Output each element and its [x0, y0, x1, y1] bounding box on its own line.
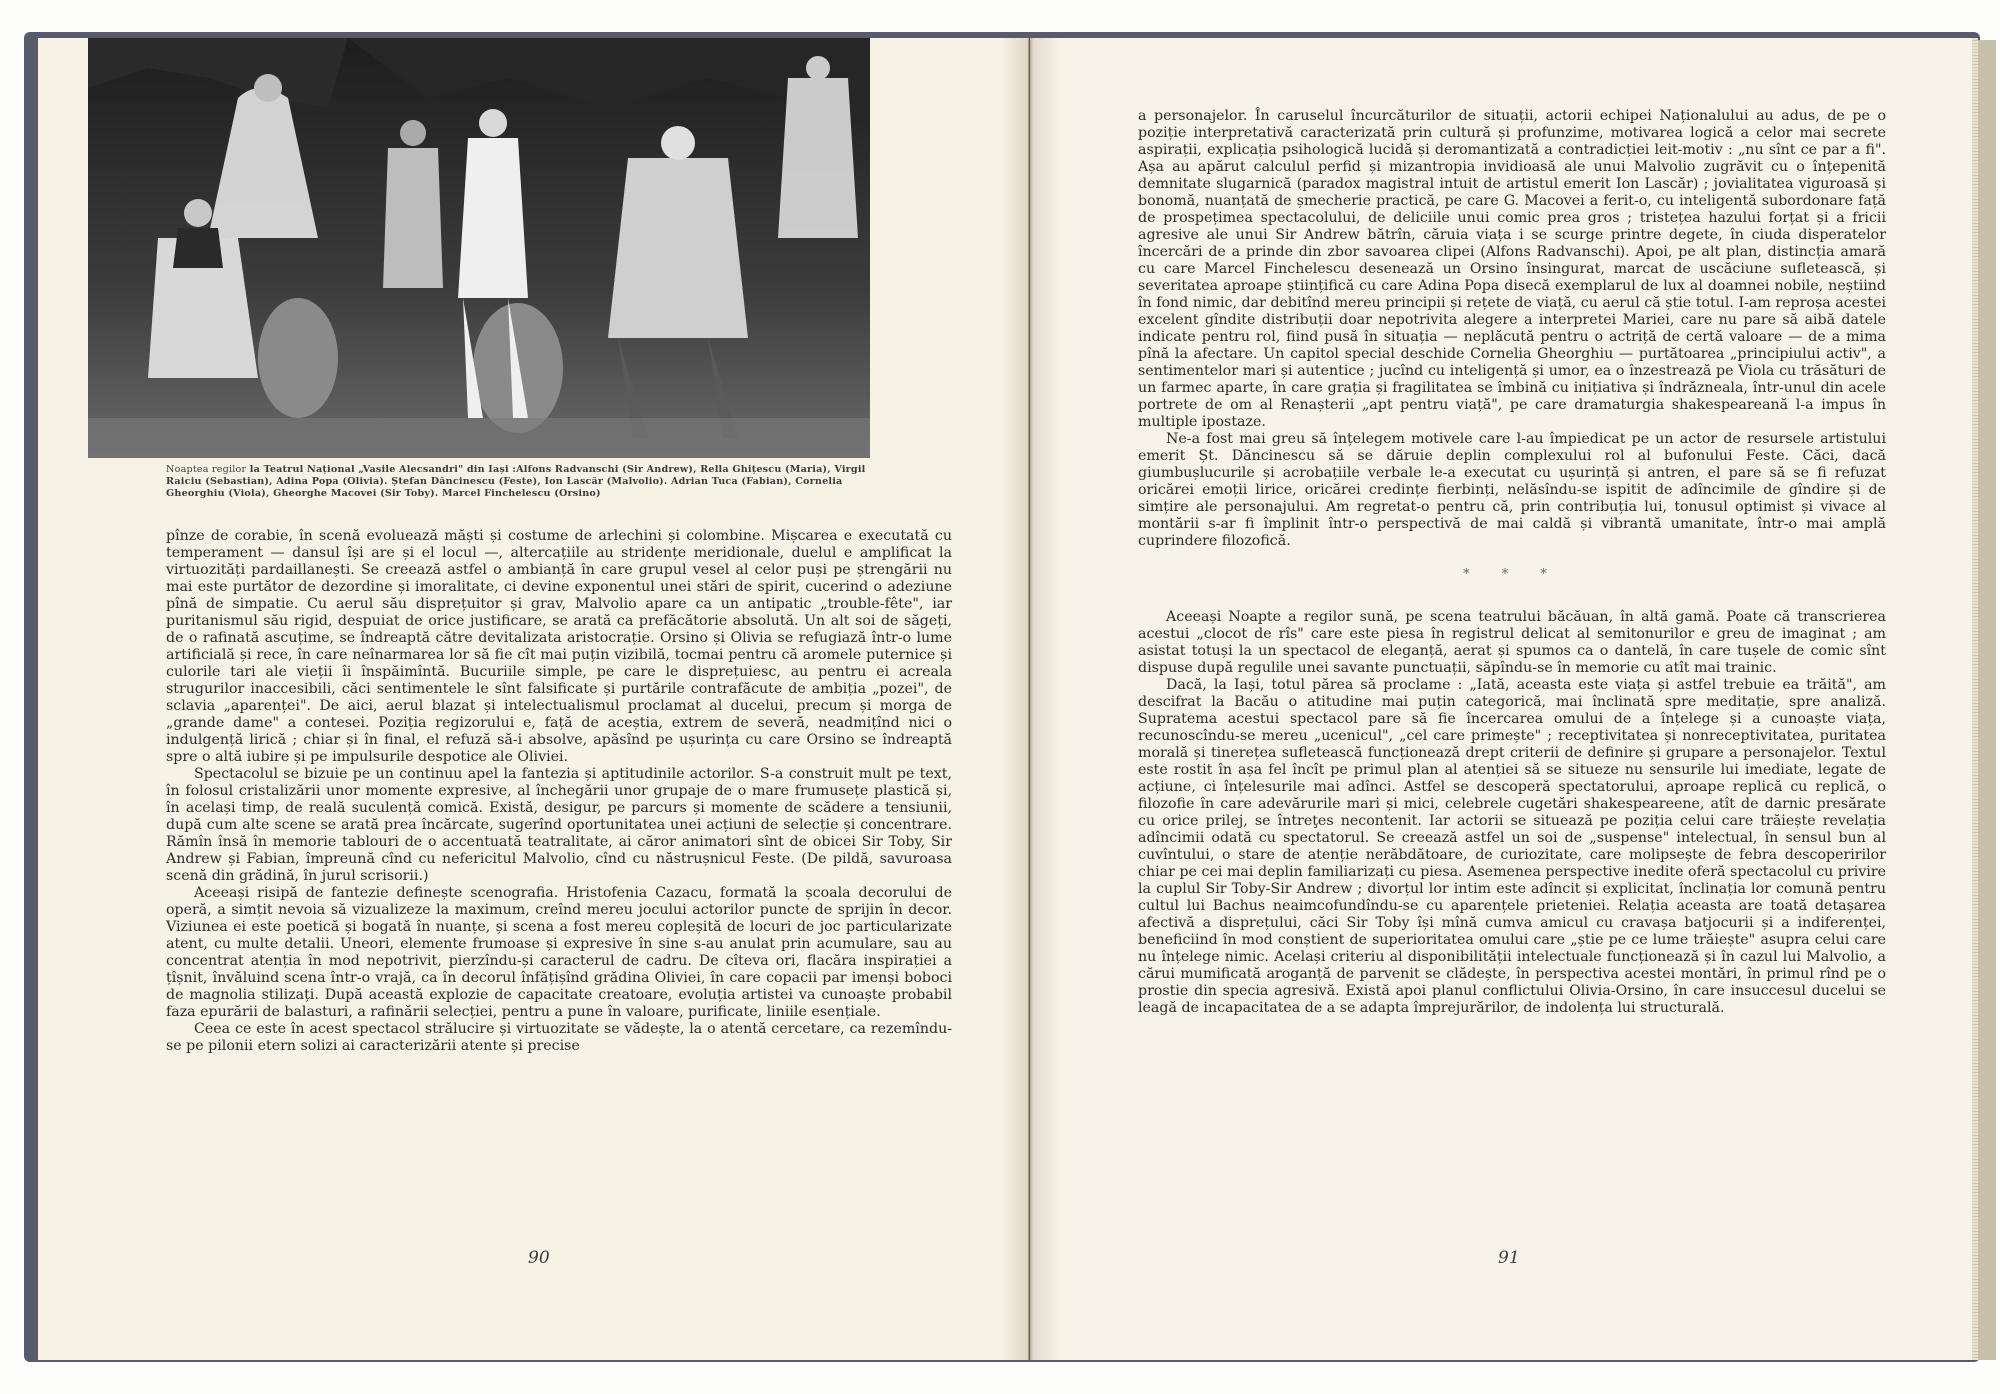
paragraph: Dacă, la Iași, totul părea să proclame : „Iată, aceasta este viața și astfel trebuie ea trăită", am descifrat la Bacău o atitudine mai puțin categorică, mai înclinată spre meditație, spre analiză. Supratema acestui spectacol pare să fie încercarea omului de a înțelege și a cunoaște viața, recunoscîndu-se mereu „ucenicul", „cel care primește" ; receptivitatea și nonreceptivitatea, puritatea morală și tinerețea sufletească funcționează drept criterii de definire și grupare a personajelor. Textul este rostit în așa fel încît pe primul plan al atenției să se situeze nu sensurile lui imediate, legate de acțiune, ci înțelesurile mai adînci. Astfel se descoperă spectatorului, aproape replică cu replică, o filozofie în care adevărurile mari și mici, celebrele cugetări shakespeareene, atît de darnic presărate cu orice prilej, se întreţes necontenit. Iar actorii se situează pe poziția celui care trăiește revelația adîncimii odată cu spectatorul. Se creează astfel un soi de „suspense" intelectual, în sensul bun al cuvîntului, o stare de atenție nerăbdătoare, de curiozitate, care molipsește de febra descoperirilor chiar pe cei mai deplin familiarizați cu piesa. Asemenea perspective inedite oferă spectacolul cu privire la cuplul Sir Toby-Sir Andrew ; divorțul lor intim este adîncit și explicitat, înclinația lor comună pentru cultul lui Bachus neaimcofundîndu-se cu aparențele prieteniei. Relația aceasta are toată detașarea afectivă a disprețului, căci Sir Toby își mînă cumva amicul cu cravașa batjocurii și a indiferenței, beneficiind în mod conștient de superioritatea omului care „știe pe ce lume trăiește" asupra celui care nu înțelege nimic. Același criteriu al disponibilității intelectuale funcționează și în cazul lui Malvolio, a cărui mumificată aroganță de parvenit se clădește, în perspectiva acestei montări, în primul rînd pe o prostie din specia agresivă. Există apoi planul conflictului Olivia-Orsino, în care insuccesul ducelui se leagă de incapacitatea de a se adapta împrejurărilor, de indolența lui structurală.	[1138, 677, 1886, 1016]
right-page	[1030, 38, 1978, 1360]
stage-photograph	[88, 38, 870, 458]
stage-scene-illustration	[88, 38, 870, 458]
paragraph: Ceea ce este în acest spectacol strălucire și virtuozitate se vădește, la o atentă cercetare, ca rezemîndu-se pe pilonii etern solizi ai caracterizării atente și precise	[166, 1021, 952, 1054]
caption-text: la Teatrul Național „Vasile Alecsandri" din Iași :Alfons Radvanschi (Sir Andrew), Rella Ghițescu (Maria), Virgil Raiciu (Sebastian), Adina Popa (Olivia). Ștefan Dăncinescu (Feste), Ion Lascăr (Malvolio). Adrian Tuca (Fabian), Cornelia Gheorghiu (Viola), Gheorghe Macovei (Sir Toby). Marcel Finchelescu (Orsino)	[166, 464, 866, 499]
right-body-text	[1138, 108, 1886, 1017]
paragraph: Ne-a fost mai greu să înțelegem motivele care l-au împiedicat pe un actor de resursele artistului emerit Șt. Dăncinescu să se dăruie deplin complexului rol al bufonului Feste. Căci, dacă giumbușlucurile și acrobațiile verbale le-a executat cu ușurință și antren, el pare să se fi refuzat oricărei emoții lirice, oricărei credințe fierbinți, nelăsîndu-se ispitit de adîncimile de gîndire și de simțire ale personajului. Am regretat-o pentru că, prin contribuția lui, tonusul optimist și vivace al montării s-ar fi împlinit într-o perspectivă de mai caldă și vibrantă umanitate, într-o mai amplă cuprindere filozofică.	[1138, 431, 1886, 549]
photo-caption	[166, 464, 866, 500]
paragraph: Aceeași risipă de fantezie definește scenografia. Hristofenia Cazacu, formată la școala decorului de operă, a simțit nevoia să vizualizeze la maximum, creînd mereu jocului actorilor puncte de sprijin în decor. Viziunea ei este poetică și bogată în nuanțe, și scena a fost mereu copleșită de locuri de joc particularizate atent, cu multe detalii. Uneori, elemente frumoase și expresive în sine s-au anulat prin acumulare, sau au concentrat atenția în mod nepotrivit, pierzîndu-și caracterul de cadru. De cîteva ori, flacăra inspirației a țîșnit, învăluind scena într-o vrajă, ca în decorul înfățișînd grădina Oliviei, în care copacii par imenși boboci de magnolia stilizați. După această explozie de capacitate creatoare, evoluția artistei va cunoaște probabil faza epurării de balasturi, a rafinării selecției, pentru a pune în valoare, purificate, liniile esențiale.	[166, 885, 952, 1020]
page-stack-edge	[1972, 38, 1978, 1360]
page-number-right: 91	[1498, 1248, 1520, 1268]
paragraph: pînze de corabie, în scenă evoluează măști și costume de arlechini și colombine. Mișcarea e executată cu temperament — dansul își are și el locul —, altercațiile au stridențe meridionale, duelul e amplificat la virtuozități pardaillanești. Se creează astfel o ambianță în care grupul vesel al celor puși pe ștrengării nu mai este purtător de dezordine și imoralitate, ci devine exponentul unei stări de spirit, cucerind o adeziune pînă de simpatie. Cu aerul său disprețuitor și grav, Malvolio apare ca un antipatic „trouble-fête", iar puritanismul său rigid, despuiat de orice justificare, se arată ca prefăcătorie absolută. Un alt soi de săgeți, de o rafinată ascuțime, se îndreaptă către devitalizata aristocrație. Orsino și Olivia se refugiază într-o lume artificială și rece, în care neînarmarea lor să fie cît mai puțin vizibilă, tocmai pentru că aromele puternice și culorile tari ale vieții îi înspăimîntă. Bucuriile simple, pe care le disprețuiesc, au pentru ei acreala strugurilor inaccesibili, căci sentimentele le sînt falsificate și purtările contrafăcute de ambiția „pozei", de sclavia „aparenței". De aici, aerul blazat și intelectualismul proclamat al ducelui, precum și morga de „grande dame" a contesei. Poziția regizorului e, față de aceștia, extrem de severă, neadmițînd nici o indulgență lirică ; chiar și în final, el refuză să-i absolve, apăsînd pe ușurința cu care Orsino se îndreaptă spre o altă iubire și pe impulsurile despotice ale Oliviei.	[166, 528, 952, 765]
book-cover-edge	[1978, 40, 1996, 1360]
caption-lead: Noaptea regilor	[166, 464, 247, 475]
section-separator: * * *	[1463, 567, 1561, 582]
left-body-text	[166, 528, 952, 1055]
page-number-left: 90	[528, 1248, 550, 1268]
paragraph: a personajelor. În caruselul încurcăturilor de situații, actorii echipei Naționalului au adus, de pe o poziție interpretativă caracterizată prin cultură și profunzime, motivarea logică a celor mai secrete aspirații, explicația psihologică lucidă și deromantizată a contradicției leit-motiv : „nu sînt ce par a fi". Așa au apărut calculul perfid și mizantropia invidioasă ale unui Malvolio zugrăvit cu o înțepenită demnitate slugarnică (paradox magistral intuit de artistul emerit Ion Lascăr) ; jovialitatea viguroasă și bonomă, nuanțată de șmecherie practică, pe care G. Macovei a ferit-o, cu inteligentă subordonare față de prospețimea spectacolului, de deliciile unui comic prea gros ; tristețea hazului forțat și a fricii agresive ale unui Sir Andrew bătrîn, căruia viața i se scurge printre degete, în ciuda disperatelor încercări de a prinde din zbor savoarea clipei (Alfons Radvanschi). Apoi, pe alt plan, distincția amară cu care Marcel Finchelescu desenează un Orsino însingurat, marcat de uscăciune sufletească, și severitatea aproape științifică cu care Adina Popa disecă exemplarul de lux al doamnei nobile, neștiind în fond nimic, dar debitînd mereu principii și rețete de viață, cu aerul că știe totul. I-am reproșa acestei excelent gîndite distribuții doar nepotrivita alegere a interpretei Mariei, care nu pare să aibă datele indicate pentru rol, fiind pusă în situația — neplăcută pentru o actriță de certă valoare — de a mima pînă la afectare. Un capitol special deschide Cornelia Gheorghiu — purtătoarea „principiului activ", a sentimentelor mari și autentice ; jucînd cu inteligență și umor, ea o înzestrează pe Viola cu trăsături de un farmec aparte, în care grația și fragilitatea se îmbină cu inițiativa și îndrăzneala, într-unul din acele portrete de om al Renașterii „apt pentru viață", pe care dramaturgia shakespeareană l-a impus în multiple ipostaze.	[1138, 108, 1886, 430]
paragraph: Spectacolul se bizuie pe un continuu apel la fantezia și aptitudinile actorilor. S-a construit mult pe text, în folosul cristalizării unor momente expresive, al închegării unor grupaje de o mare frumusețe plastică și, în același timp, de reală suculență comică. Există, desigur, pe parcurs și momente de scădere a tensiunii, după cum alte scene se arată prea încărcate, sugerînd oportunitatea unei acțiuni de selecție și concentrare. Rămîn însă în memorie tablouri de o accentuată teatralitate, ai căror animatori sînt de obicei Sir Toby, Sir Andrew și Fabian, împreună cînd cu nefericitul Malvolio, cînd cu năstrușnicul Feste. (De pildă, savuroasa scenă din grădină, în jurul scrisorii.)	[166, 766, 952, 884]
left-page	[38, 38, 1029, 1360]
paragraph: Aceeași Noapte a regilor sună, pe scena teatrului băcăuan, în altă gamă. Poate că transcrierea acestui „clocot de rîs" care este piesa în registrul delicat al semitonurilor e greu de imaginat ; am asistat totuși la un spectacol de eleganță, aerat și spumos ca o dantelă, în care tușele de comic sînt dispuse după regulile unei savante punctuații, săpîndu-se în memorie cu atît mai trainic.	[1138, 609, 1886, 676]
